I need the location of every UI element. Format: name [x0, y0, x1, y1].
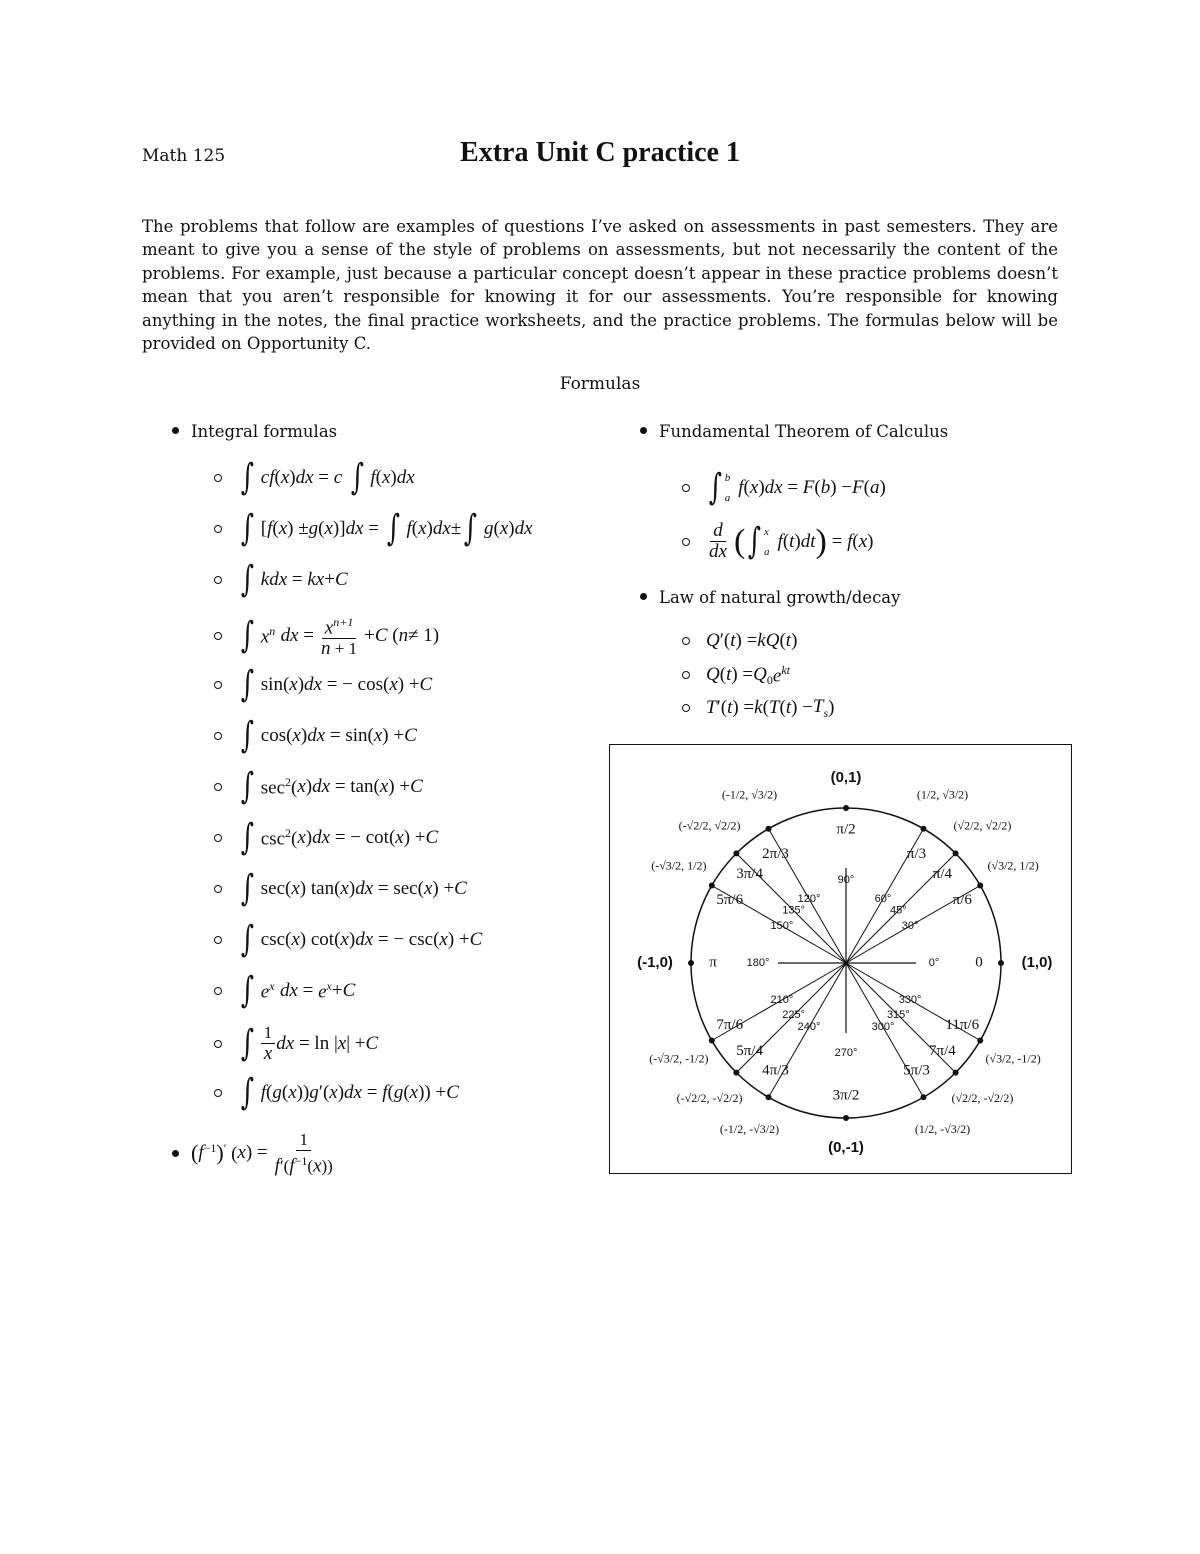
formula-csc-cot: ∫ csc( x ) cot( x ) dx = − csc( x ) + C [214, 925, 482, 955]
angle-point-210 [709, 1038, 715, 1044]
formula-growth-solution: Q ( t ) = Q $_0$ $e^{kt}$ [682, 663, 790, 688]
axis-radian-0: 0 [975, 954, 983, 971]
angle-coord-30: (√3/2, 1/2) [987, 858, 1039, 873]
angle-point-330 [977, 1038, 983, 1044]
formula-sec-tan: ∫ sec( x ) tan( x ) dx = sec( x ) + C [214, 874, 467, 904]
angle-point-60 [921, 826, 927, 832]
angle-radian-330: 11π/6 [945, 1016, 980, 1033]
angle-coord-120: (-1/2, √3/2) [721, 787, 778, 802]
angle-degree-210: 210° [770, 993, 794, 1006]
formula-sum-difference: ∫ [ f ( x ) ± g ( x )] dx = ∫ f ( x ) dx ± ∫ g ( x ) dx [214, 514, 533, 544]
angle-radian-315: 7π/4 [929, 1042, 956, 1059]
axis-point-270 [843, 1115, 849, 1121]
formula-inverse-derivative: ( f $^{-1}$ ) ′ ( x ) = $\frac{1}{f'(f^{-1}(x))}$ [172, 1130, 340, 1177]
formula-sec-squared: ∫ $\sec^2$( x ) dx = tan( x ) + C [214, 772, 423, 802]
axis-radian-90: π/2 [836, 821, 856, 838]
angle-radian-240: 4π/3 [762, 1062, 789, 1079]
angle-coord-45: (√2/2, √2/2) [953, 818, 1012, 833]
course-label: Math 125 [142, 146, 226, 166]
angle-radian-120: 2π/3 [762, 846, 789, 863]
axis-point-0 [998, 960, 1004, 966]
angle-radian-225: 5π/4 [736, 1042, 763, 1059]
formula-ftc-part1: $\frac{d}{dx}$ ( ∫ x a f ( t ) dt ) = f ( x ) [682, 521, 873, 562]
angle-point-30 [977, 883, 983, 889]
formula-ftc-part2: ∫ b a f ( x ) dx = F ( b ) − F ( a ) [682, 468, 886, 508]
axis-coord-180: (-1,0) [637, 953, 673, 971]
angle-coord-225: (-√2/2, -√2/2) [676, 1091, 743, 1106]
angle-point-240 [766, 1094, 772, 1100]
angle-degree-330: 330° [898, 993, 922, 1006]
angle-point-315 [953, 1070, 959, 1076]
angle-degree-60: 60° [874, 892, 892, 905]
angle-coord-240: (-1/2, -√3/2) [719, 1121, 780, 1136]
ftc-heading: Fundamental Theorem of Calculus [640, 422, 948, 441]
angle-coord-315: (√2/2, -√2/2) [951, 1091, 1014, 1106]
angle-point-120 [766, 826, 772, 832]
formula-csc-squared: ∫ $\csc^2$( x ) dx = − cot( x ) + C [214, 823, 438, 853]
angle-degree-225: 225° [782, 1009, 806, 1022]
axis-degree-90: 90° [837, 873, 855, 886]
axis-point-180 [688, 960, 694, 966]
angle-degree-30: 30° [901, 919, 919, 932]
axis-coord-0: (1,0) [1021, 953, 1053, 971]
angle-degree-240: 240° [797, 1020, 821, 1033]
angle-coord-135: (-√2/2, √2/2) [678, 818, 741, 833]
axis-degree-0: 0° [928, 956, 940, 969]
angle-coord-330: (√3/2, -1/2) [985, 1051, 1041, 1066]
growth-heading: Law of natural growth/decay [640, 588, 900, 607]
axis-degree-180: 180° [746, 956, 770, 969]
axis-radian-270: 3π/2 [832, 1087, 860, 1104]
angle-degree-315: 315° [886, 1009, 910, 1022]
intro-paragraph: The problems that follow are examples of questions I’ve asked on assessments in past semesters. They are meant to give you a sense of the style of problems on assessments, but not necessarily the content of the problems. For example, just because a particular concept doesn’t appear in these practice problems doesn’t mean that you aren’t responsible for knowing it for our assessments. You’re responsible for knowing anything in the notes, the final practice worksheets, and the practice problems. The formulas below will be provided on Opportunity C. [142, 217, 1058, 354]
axis-point-90 [843, 805, 849, 811]
formula-substitution: ∫ f ( g ( x )) g ′( x ) dx = f ( g ( x )) + C [214, 1078, 459, 1108]
angle-radian-135: 3π/4 [736, 866, 763, 883]
formula-cooling: T ′( t ) = k ( T ( t ) − $T_s$ ) [682, 696, 834, 721]
angle-point-45 [953, 850, 959, 856]
axis-coord-90: (0,1) [830, 768, 862, 786]
angle-radian-45: π/4 [932, 866, 953, 883]
angle-degree-120: 120° [797, 892, 821, 905]
unit-circle-figure [609, 744, 1072, 1174]
angle-coord-300: (1/2, -√3/2) [914, 1121, 971, 1136]
formula-constant-multiple: ∫ cf ( x ) dx = c ∫ f ( x ) dx [214, 463, 415, 493]
angle-radian-30: π/6 [952, 891, 972, 908]
angle-coord-60: (1/2, √3/2) [916, 787, 969, 802]
integral-formulas-heading: Integral formulas [172, 422, 337, 441]
angle-degree-150: 150° [770, 919, 794, 932]
angle-radian-300: 5π/3 [903, 1062, 930, 1079]
formula-power-rule: ∫ $x^n$ dx = $\frac{x^{n+1}}{n + 1}$ + C ( n ≠ 1) [214, 612, 439, 659]
angle-degree-300: 300° [871, 1020, 895, 1033]
angle-radian-150: 5π/6 [716, 891, 744, 908]
angle-point-150 [709, 883, 715, 889]
angle-point-225 [733, 1070, 739, 1076]
formulas-title: Formulas [559, 374, 641, 394]
formula-cos: ∫ cos( x ) dx = sin( x ) + C [214, 721, 417, 751]
angle-coord-150: (-√3/2, 1/2) [651, 858, 707, 873]
unit-circle-svg [610, 745, 1070, 1172]
angle-radian-60: π/3 [906, 846, 927, 863]
formula-growth-rate: Q ′( t ) = kQ ( t ) [682, 630, 797, 652]
formula-constant: ∫ kdx = kx + C [214, 565, 348, 595]
axis-coord-270: (0,-1) [828, 1138, 864, 1156]
axis-radian-180: π [709, 954, 717, 971]
angle-coord-210: (-√3/2, -1/2) [649, 1051, 709, 1066]
angle-point-300 [921, 1094, 927, 1100]
angle-degree-45: 45° [890, 904, 907, 917]
page-title: Extra Unit C practice 1 [460, 137, 740, 168]
angle-radian-210: 7π/6 [716, 1016, 744, 1033]
formula-reciprocal: ∫ $\frac{1}{x}$ dx = ln | x | + C [214, 1023, 378, 1064]
angle-point-135 [733, 850, 739, 856]
axis-degree-270: 270° [834, 1046, 858, 1059]
formula-exponential: ∫ $e^x$ dx = $e^x$ + C [214, 976, 355, 1006]
formula-sin: ∫ sin( x ) dx = − cos( x ) + C [214, 670, 432, 700]
angle-degree-135: 135° [782, 904, 806, 917]
